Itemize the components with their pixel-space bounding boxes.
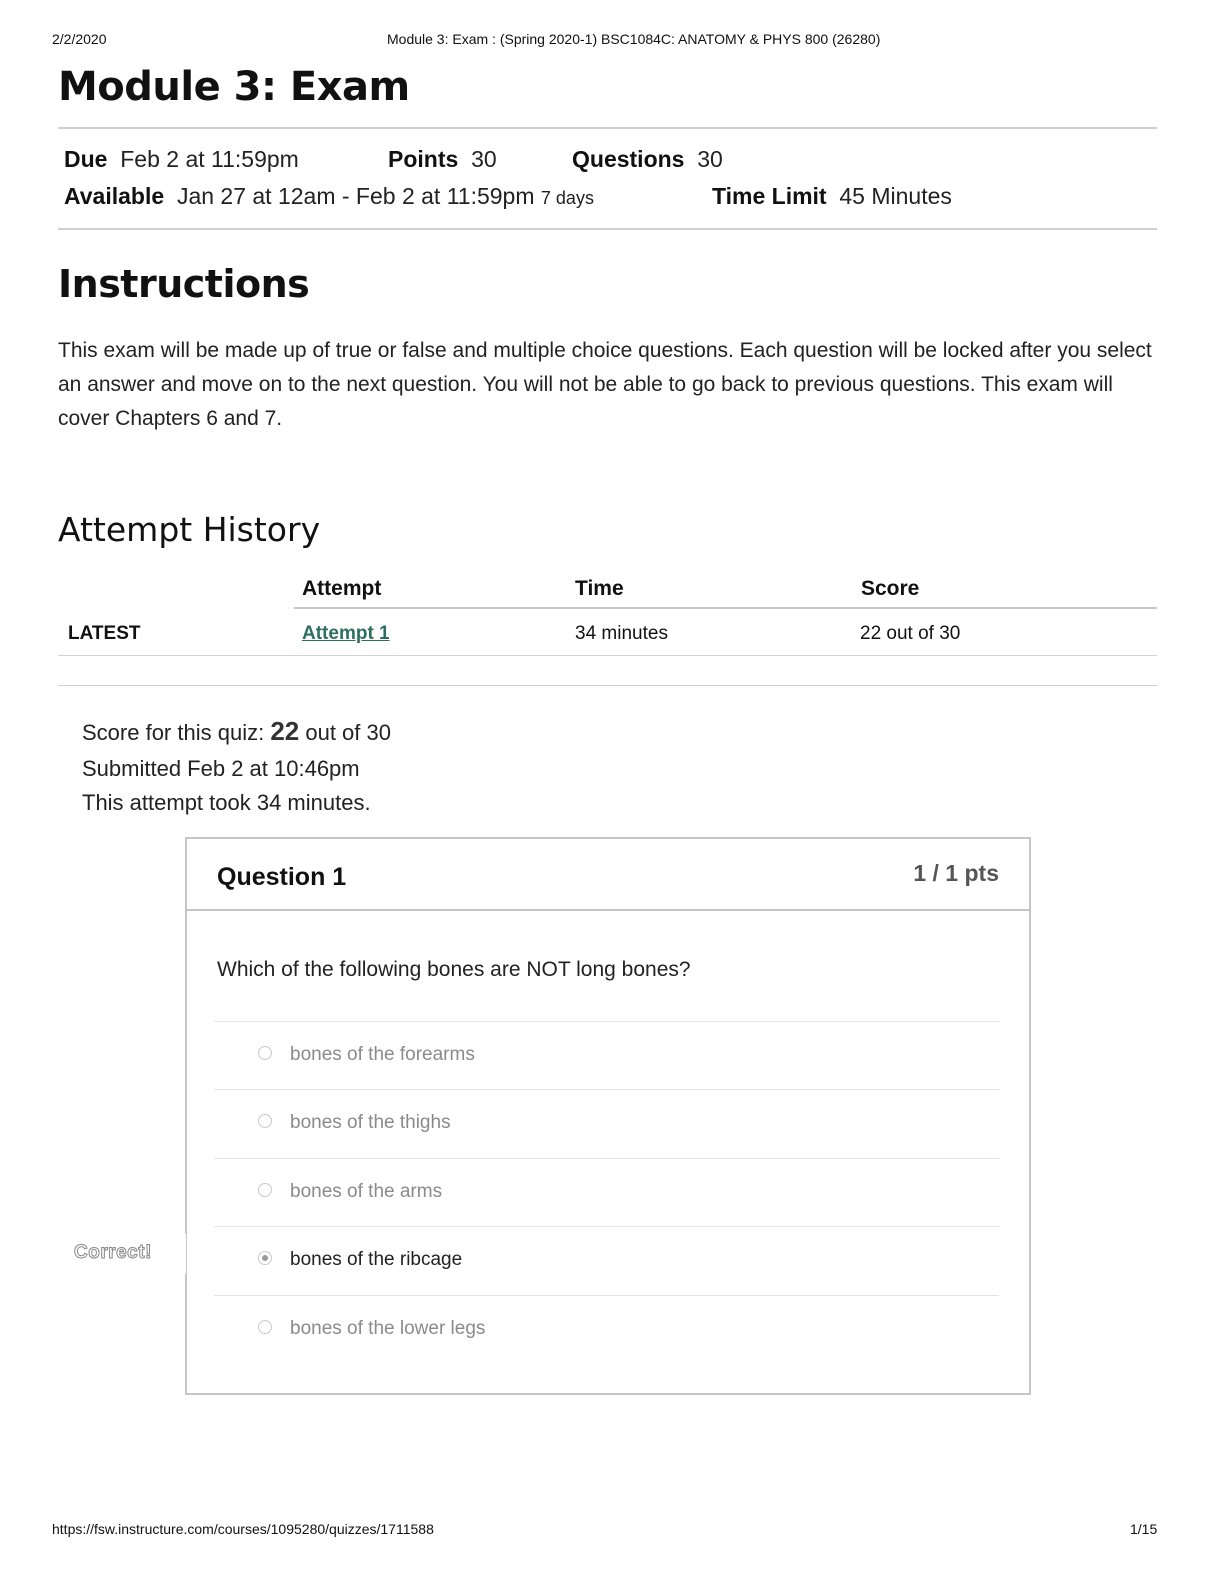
available-label: Available [64, 183, 165, 209]
answer-option[interactable] [214, 1295, 999, 1356]
question-header [187, 839, 1029, 911]
points-detail [388, 146, 497, 173]
attempt-time: 34 minutes [575, 623, 668, 644]
due-value: Feb 2 at 11:59pm [120, 146, 299, 172]
points-value: 30 [471, 146, 497, 172]
page-title: Module 3: Exam [58, 64, 410, 110]
instructions-text: This exam will be made up of true or false and multiple choice questions. Each question will be locked after you select an answer and move on to the next question. You will not be able to go back to previous questions. This exam will cover Chapters 6 and 7. [58, 339, 1152, 430]
question-text: Which of the following bones are NOT long bones? [217, 958, 691, 981]
column-header-attempt: Attempt [302, 577, 382, 600]
attempt-score: 22 out of 30 [860, 623, 961, 644]
divider [58, 685, 1157, 686]
radio-button[interactable] [258, 1183, 272, 1197]
print-title: Module 3: Exam : (Spring 2020-1) BSC1084C: ANATOMY & PHYS 800 (26280) [387, 31, 881, 47]
answer-option-label: bones of the forearms [290, 1044, 475, 1065]
attempt-history-heading: Attempt History [58, 510, 321, 549]
answer-option[interactable] [214, 1158, 999, 1227]
available-value: Jan 27 at 12am - Feb 2 at 11:59pm [176, 183, 535, 209]
answer-option-selected[interactable] [214, 1226, 999, 1295]
print-date: 2/2/2020 [52, 31, 107, 47]
question-points: 1 / 1 pts [913, 860, 999, 886]
points-label: Points [388, 146, 459, 172]
answer-option[interactable] [214, 1021, 999, 1090]
attempt-1-link[interactable]: Attempt 1 [302, 623, 390, 644]
due-detail [64, 146, 299, 173]
time-limit-label: Time Limit [712, 183, 827, 209]
row-label: LATEST [68, 623, 141, 644]
time-limit-detail [712, 183, 952, 210]
due-label: Due [64, 146, 108, 172]
radio-button[interactable] [258, 1320, 272, 1334]
answer-option-label: bones of the ribcage [290, 1249, 463, 1270]
column-header-score: Score [861, 577, 920, 600]
available-detail [64, 183, 594, 210]
table-row [58, 609, 1157, 656]
print-page-number: 1/15 [1130, 1521, 1158, 1537]
answer-option-label: bones of the thighs [290, 1112, 451, 1133]
correct-answer-flag [60, 1234, 186, 1274]
questions-label: Questions [572, 146, 685, 172]
table-row-divider [58, 655, 1157, 656]
answer-option[interactable] [214, 1089, 999, 1158]
answer-option-label: bones of the arms [290, 1181, 443, 1202]
questions-detail [572, 146, 723, 173]
divider [58, 228, 1157, 230]
print-url: https://fsw.instructure.com/courses/1095280/quizzes/1711588 [52, 1521, 434, 1537]
radio-button[interactable] [258, 1114, 272, 1128]
attempt-duration: This attempt took 34 minutes. [82, 790, 371, 815]
column-header-time: Time [575, 577, 624, 600]
radio-button[interactable] [258, 1046, 272, 1060]
answer-option-label: bones of the lower legs [290, 1318, 486, 1339]
score-prefix: Score for this quiz: [82, 720, 265, 745]
correct-label: Correct! [74, 1242, 152, 1263]
instructions-heading: Instructions [58, 262, 310, 306]
quiz-score [82, 716, 391, 747]
score-value: 22 [270, 716, 300, 746]
radio-button-selected[interactable] [258, 1251, 272, 1265]
score-suffix: out of 30 [305, 720, 391, 745]
questions-value: 30 [697, 146, 723, 172]
divider [58, 127, 1157, 129]
submitted-time: Submitted Feb 2 at 10:46pm [82, 756, 360, 781]
available-days: 7 days [540, 188, 594, 208]
time-limit-value: 45 Minutes [839, 183, 952, 209]
question-title: Question 1 [217, 863, 347, 891]
